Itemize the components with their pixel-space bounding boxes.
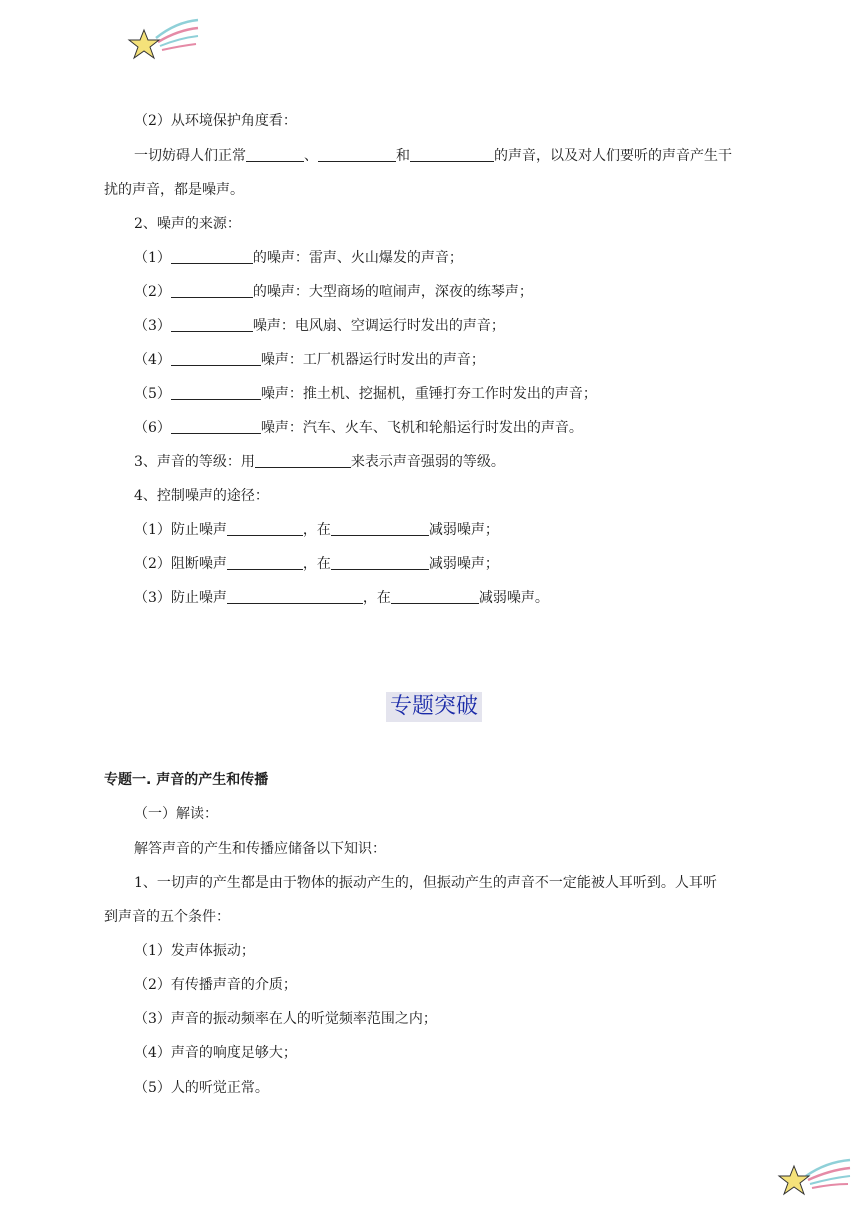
point1-line1: 1、一切声的产生都是由于物体的振动产生的，但振动产生的声音不一定能被人耳听到。人耳听 <box>134 875 717 891</box>
blank-line <box>227 555 303 570</box>
control-item <box>134 589 549 607</box>
item-number: （5） <box>134 386 171 402</box>
text-fragment: ，在 <box>302 556 331 572</box>
blank-line <box>171 419 261 434</box>
text-fragment: 和 <box>396 148 410 164</box>
section-title: 专题突破 <box>386 692 482 722</box>
item-text: 噪声：电风扇、空调运行时发出的声音； <box>252 318 505 334</box>
blank-line <box>331 521 429 536</box>
item-text: 噪声：工厂机器运行时发出的声音； <box>260 352 485 368</box>
point1-line2: 到声音的五个条件： <box>104 909 230 925</box>
text-fragment: （3）防止噪声 <box>134 590 227 606</box>
noise-definition-line2: 扰的声音，都是噪声。 <box>104 182 244 198</box>
text-fragment: 来表示声音强弱的等级。 <box>350 454 505 470</box>
item-text: 的噪声：雷声、火山爆发的声音； <box>252 250 463 266</box>
blank-line <box>171 385 261 400</box>
control-item <box>134 555 499 573</box>
condition-item: （3）声音的振动频率在人的听觉频率范围之内； <box>134 1011 437 1027</box>
text-fragment: 一切妨碍人们正常 <box>134 148 246 164</box>
topic-title: 专题一. 声音的产生和传播 <box>104 772 269 788</box>
item-number: （1） <box>134 250 171 266</box>
blank-line <box>246 147 304 162</box>
shooting-star-icon <box>126 16 200 64</box>
source-item <box>134 419 583 437</box>
item-number: （6） <box>134 420 171 436</box>
source-item <box>134 351 485 369</box>
env-protection-heading: （2）从环境保护角度看： <box>134 113 297 129</box>
condition-item: （5）人的听觉正常。 <box>134 1080 269 1096</box>
blank-line <box>410 147 494 162</box>
blank-line <box>331 555 429 570</box>
text-fragment: 3、声音的等级：用 <box>134 454 255 470</box>
text-fragment: 减弱噪声； <box>428 556 499 572</box>
text-fragment: 减弱噪声； <box>428 522 499 538</box>
source-item <box>134 385 597 403</box>
blank-line <box>255 453 351 468</box>
blank-line <box>391 589 479 604</box>
text-fragment: ，在 <box>362 590 391 606</box>
text-fragment: （1）防止噪声 <box>134 522 227 538</box>
noise-control-heading: 4、控制噪声的途径： <box>134 488 269 504</box>
source-item <box>134 249 463 267</box>
blank-line <box>227 589 363 604</box>
noise-definition-line <box>134 147 732 165</box>
blank-line <box>227 521 303 536</box>
blank-line <box>171 317 253 332</box>
item-text: 噪声：推土机、挖掘机，重锤打夯工作时发出的声音； <box>260 386 597 402</box>
condition-item: （4）声音的响度足够大； <box>134 1045 297 1061</box>
blank-line <box>171 249 253 264</box>
text-fragment: 的声音，以及对人们要听的声音产生干 <box>494 148 732 164</box>
sound-level-line <box>134 453 505 471</box>
text-fragment: （2）阻断噪声 <box>134 556 227 572</box>
interpret-heading: （一）解读： <box>134 806 218 822</box>
item-text: 的噪声：大型商场的喧闹声，深夜的练琴声； <box>252 284 533 300</box>
source-item <box>134 317 505 335</box>
blank-line <box>171 351 261 366</box>
item-number: （2） <box>134 284 171 300</box>
noise-sources-heading: 2、噪声的来源： <box>134 216 241 232</box>
item-text: 噪声：汽车、火车、飞机和轮船运行时发出的声音。 <box>260 420 583 436</box>
source-item <box>134 283 533 301</box>
condition-item: （1）发声体振动； <box>134 943 255 959</box>
blank-line <box>318 147 396 162</box>
blank-line <box>171 283 253 298</box>
control-item <box>134 521 499 539</box>
item-number: （4） <box>134 352 171 368</box>
text-fragment: 、 <box>304 148 318 164</box>
item-number: （3） <box>134 318 171 334</box>
condition-item: （2）有传播声音的介质； <box>134 977 297 993</box>
intro-text: 解答声音的产生和传播应储备以下知识： <box>134 841 386 857</box>
text-fragment: 减弱噪声。 <box>478 590 549 606</box>
text-fragment: ，在 <box>302 522 331 538</box>
shooting-star-icon <box>776 1154 852 1200</box>
